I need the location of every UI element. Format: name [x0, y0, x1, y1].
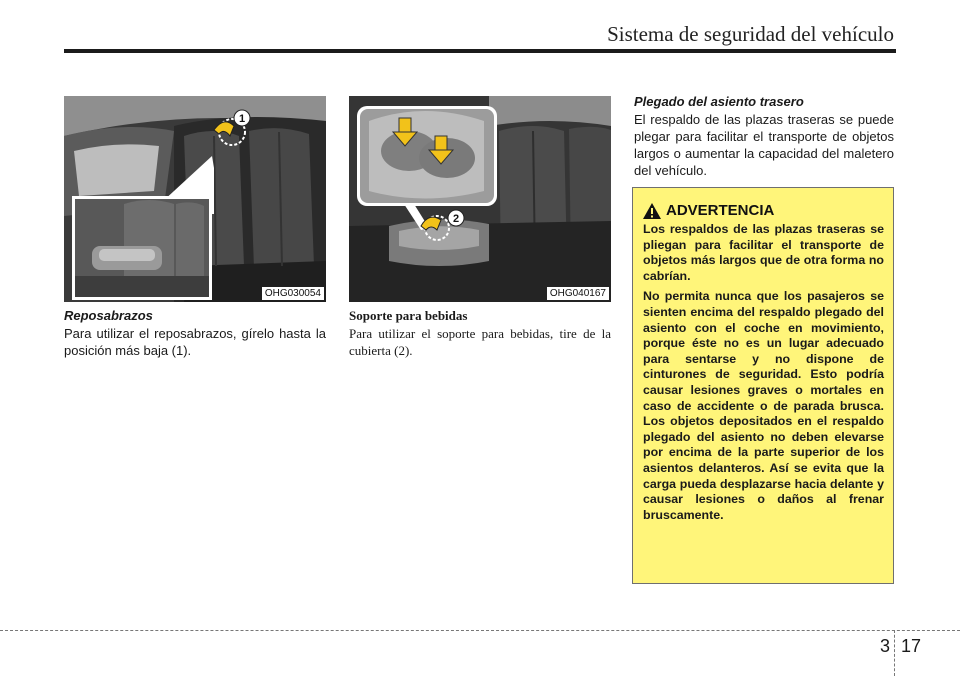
callout-number-2: 2 — [452, 213, 460, 225]
cupholder-heading: Soporte para bebidas — [349, 308, 468, 323]
armrest-heading: Reposabrazos — [64, 308, 153, 323]
cupholder-text: Para utilizar el soporte para bebidas, tire de la cubierta (2). — [349, 326, 611, 358]
header-rule — [64, 49, 896, 53]
warning-paragraph: No permita nunca que los pasajeros se sienten encima del respaldo plegado del asiento con el coche en movimiento, porque éste no es un lugar adecuado para sentarse y no dispone de cinturones de seguridad. Esto podría causar lesiones graves o mortales en caso de accidente o de parada brusca. Los objetos depositados en el respaldo plegado del asiento no deben elevarse por encima de la parte superior de los asientos delanteros. Así se evita que la carga pueda desplazarse hacia delante y causar lesiones o daños al frenar bruscamente. — [643, 289, 884, 522]
section-text: El respaldo de las plazas traseras se puede plegar para facilitar el transporte de objetos largos o aumentar la capacidad del maletero del vehículo. — [634, 112, 894, 178]
page-number: 17 — [901, 636, 922, 656]
cupholder-photo — [349, 96, 611, 302]
armrest-illustration — [64, 96, 326, 302]
cupholder-illustration — [349, 96, 611, 302]
warning-triangle-icon — [643, 203, 661, 219]
armrest-text: Para utilizar el reposabrazos, gírelo hasta la posición más baja (1). — [64, 326, 326, 358]
warning-paragraph: Los respaldos de las plazas traseras se pliegan para facilitar el transporte de objetos más largos que de otra forma no cabrían. — [643, 222, 884, 283]
figure-code: OHG030054 — [262, 287, 324, 300]
chapter-number: 3 — [880, 636, 891, 656]
footer-rule — [0, 630, 960, 631]
figure-code: OHG040167 — [547, 287, 609, 300]
page-header-title: Sistema de seguridad del vehículo — [607, 22, 894, 46]
callout-number-1: 1 — [238, 113, 246, 125]
warning-box — [632, 187, 894, 584]
section-heading: Plegado del asiento trasero — [634, 94, 804, 109]
armrest-photo — [64, 96, 326, 302]
warning-title: ADVERTENCIA — [666, 202, 775, 219]
footer-divider — [894, 630, 895, 676]
